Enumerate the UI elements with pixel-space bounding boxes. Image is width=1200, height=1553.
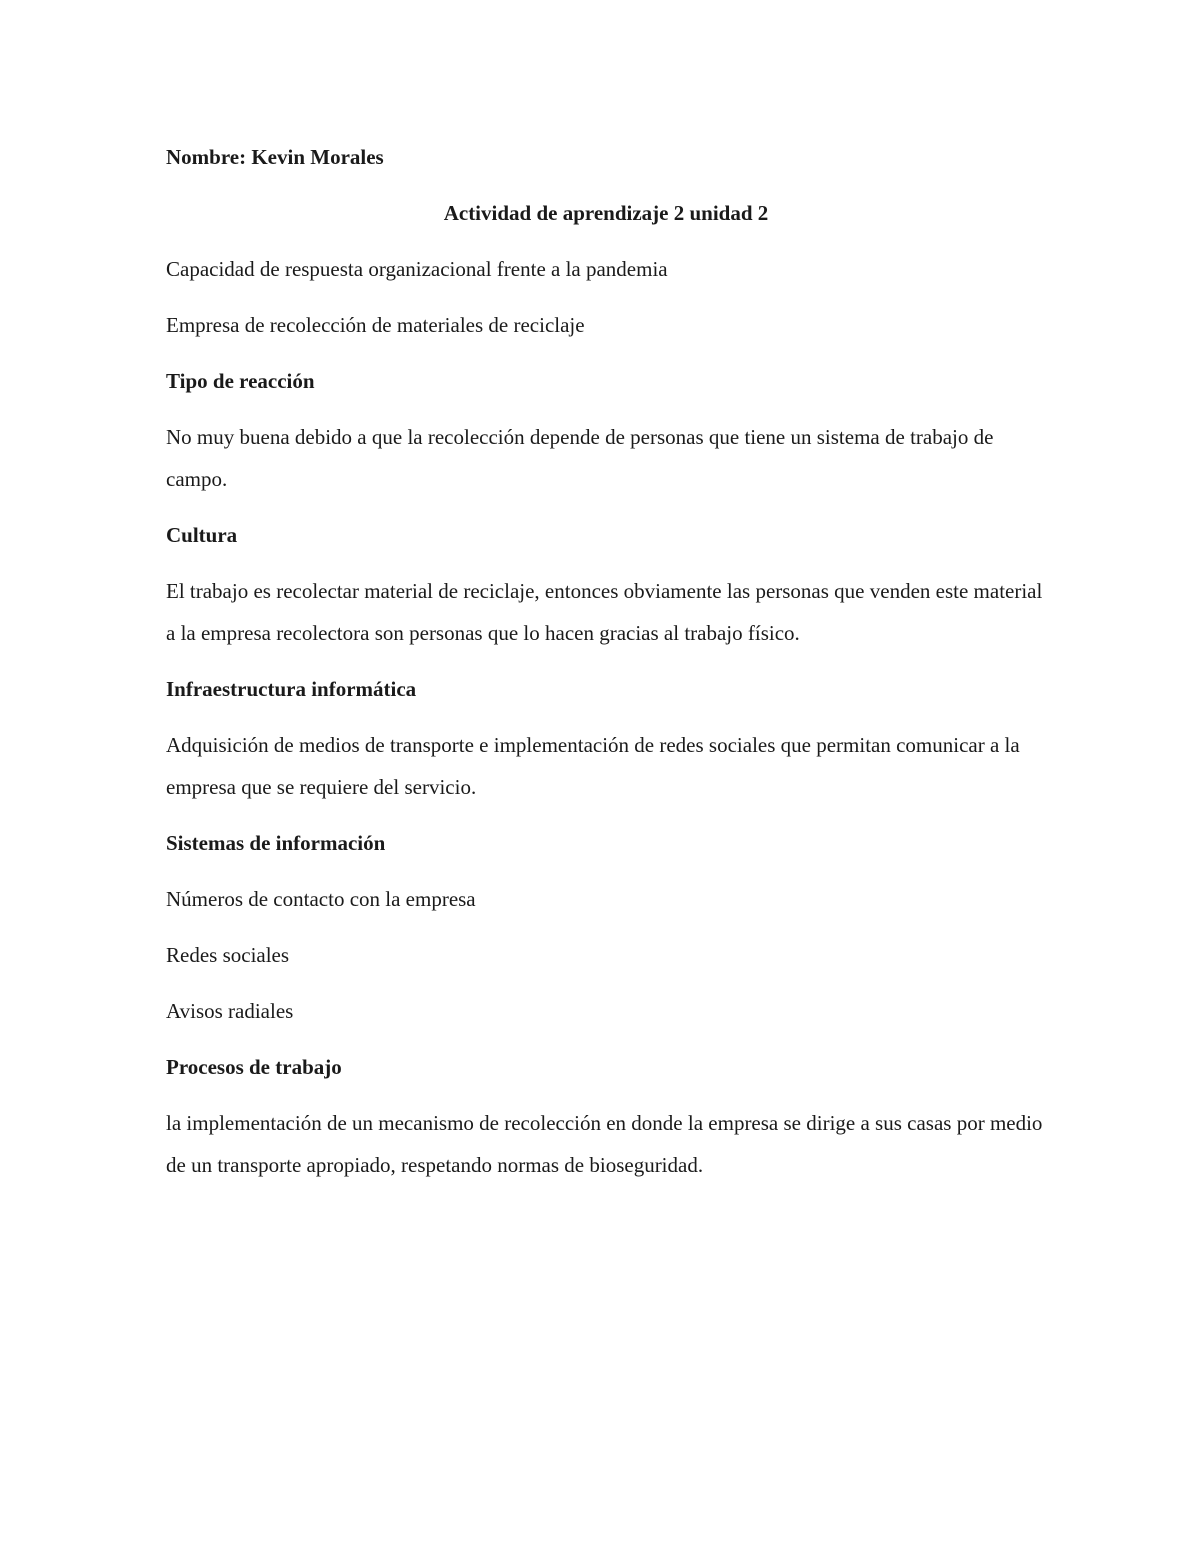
- section-heading-procesos-de-trabajo: Procesos de trabajo: [166, 1055, 342, 1079]
- document-subtitle: Capacidad de respuesta organizacional frente a la pandemia: [166, 257, 668, 281]
- section-paragraph: Números de contacto con la empresa: [166, 887, 476, 911]
- section-heading-cultura: Cultura: [166, 523, 238, 547]
- section-heading-tipo-de-reaccion: Tipo de reacción: [166, 369, 315, 393]
- document-title: Actividad de aprendizaje 2 unidad 2: [443, 201, 769, 225]
- section-paragraph: El trabajo es recolectar material de reciclaje, entonces obviamente las personas que venden este material a la empresa recolectora son personas que lo hacen gracias al trabajo físico.: [166, 579, 1043, 645]
- section-paragraph: Redes sociales: [166, 943, 290, 967]
- document-body: [166, 136, 1046, 1200]
- section-paragraph: No muy buena debido a que la recolección depende de personas que tiene un sistema de trabajo de campo.: [166, 425, 994, 491]
- section-paragraph: Avisos radiales: [166, 999, 294, 1023]
- section-paragraph: Adquisición de medios de transporte e implementación de redes sociales que permitan comunicar a la empresa que se requiere del servicio.: [166, 733, 1020, 799]
- student-name: Nombre: Kevin Morales: [166, 145, 384, 169]
- company-description: Empresa de recolección de materiales de reciclaje: [166, 313, 585, 337]
- section-paragraph: la implementación de un mecanismo de recolección en donde la empresa se dirige a sus casas por medio de un transporte apropiado, respetando normas de bioseguridad.: [166, 1111, 1043, 1177]
- section-heading-sistemas-de-informacion: Sistemas de información: [166, 831, 386, 855]
- section-heading-infraestructura: Infraestructura informática: [166, 677, 417, 701]
